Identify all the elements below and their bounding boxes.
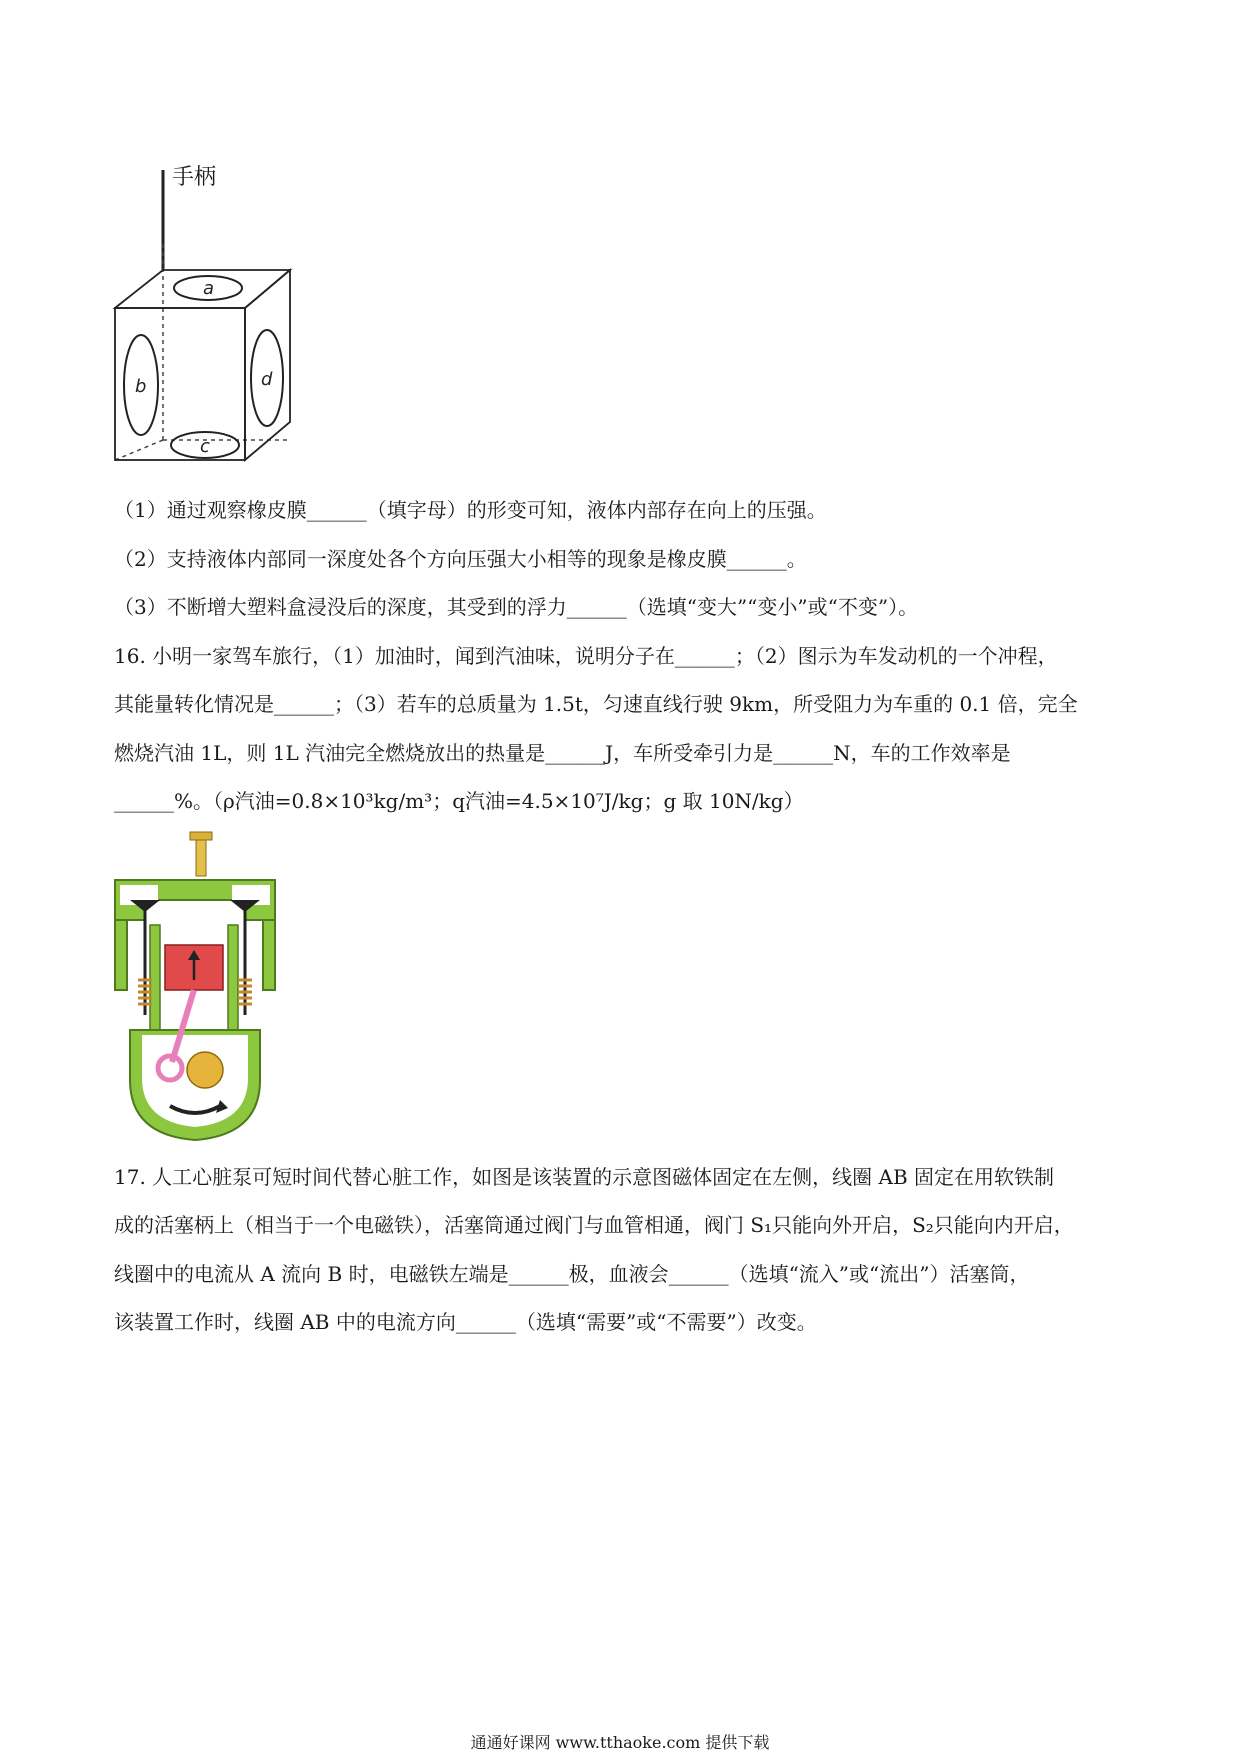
q15-line-1: （1）通过观察橡皮膜______（填字母）的形变可知，液体内部存在向上的压强。 [114,498,827,522]
handle-label: 手柄 [172,165,217,190]
q17-line-2: 成的活塞柄上（相当于一个电磁铁），活塞筒通过阀门与血管相通，阀门 S₁只能向外开启，S₂只能向内开启， [114,1213,1074,1237]
footer-credit: 通通好课网 www.tthaoke.com 提供下载 [470,1733,770,1752]
q17-line-4: 该装置工作时，线圈 AB 中的电流方向______（选填“需要”或“不需要”）改变。 [114,1310,817,1334]
q16-line-3: 燃烧汽油 1L，则 1L 汽油完全燃烧放出的热量是______J，车所受牵引力是______N，车的工作效率是 [114,741,1011,765]
q16-line-1: 16. 小明一家驾车旅行，（1）加油时，闻到汽油味，说明分子在______；（2）图示为车发动机的一个冲程， [114,644,1058,668]
q15-line-3: （3）不断增大塑料盒浸没后的深度，其受到的浮力______（选填“变大”“变小”或“不变”）。 [114,595,919,619]
label-b: b [135,376,147,397]
q15-line-2: （2）支持液体内部同一深度处各个方向压强大小相等的现象是橡皮膜______。 [114,547,807,571]
q16-line-2: 其能量转化情况是______；（3）若车的总质量为 1.5t，匀速直线行驶 9km，所受阻力为车重的 0.1 倍，完全 [114,692,1078,716]
label-d: d [261,369,273,390]
q16-line-4: ______%。（ρ汽油=0.8×10³kg/m³；q汽油=4.5×10⁷J/kg；g 取 10N/kg） [114,789,804,813]
engine-figure [110,830,280,1145]
label-a: a [203,278,215,299]
label-c: c [200,436,210,457]
q17-line-1: 17. 人工心脏泵可短时间代替心脏工作，如图是该装置的示意图磁体固定在左侧，线圈 AB 固定在用软铁制 [114,1165,1055,1189]
cube-figure [105,160,305,470]
q17-line-3: 线圈中的电流从 A 流向 B 时，电磁铁左端是______极，血液会______（选填“流入”或“流出”）活塞筒， [114,1262,1030,1286]
